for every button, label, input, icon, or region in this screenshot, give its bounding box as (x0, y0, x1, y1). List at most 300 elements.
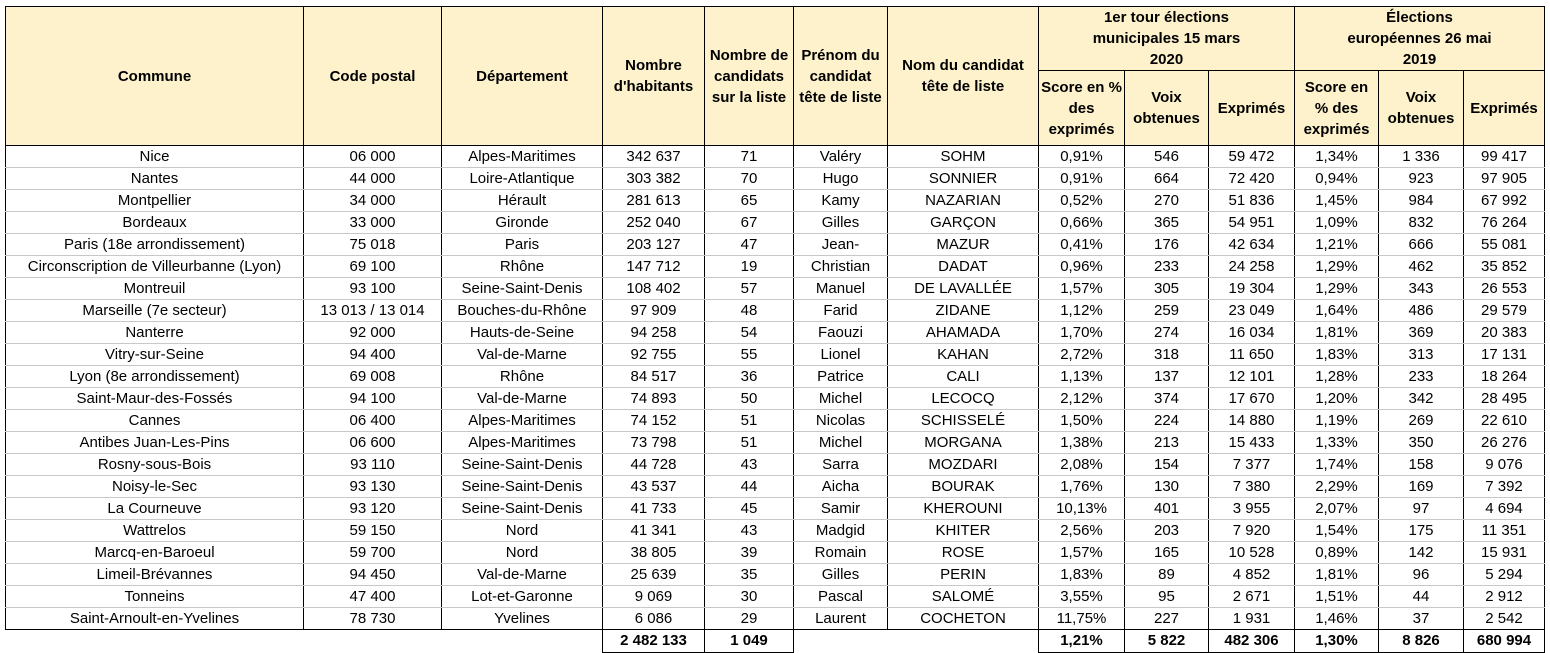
cell-nb-candidats: 30 (705, 586, 794, 608)
election-results-table (5, 6, 1545, 653)
cell-habitants: 342 637 (603, 146, 705, 168)
totals-spacer (442, 630, 603, 653)
cell-commune: Nantes (6, 168, 304, 190)
cell-code-postal: 93 100 (304, 278, 442, 300)
cell-habitants: 281 613 (603, 190, 705, 212)
cell-municipales-exprimes: 19 304 (1209, 278, 1295, 300)
cell-nb-candidats: 48 (705, 300, 794, 322)
cell-nom: SCHISSELÉ (888, 410, 1039, 432)
cell-municipales-voix: 365 (1125, 212, 1209, 234)
cell-nb-candidats: 51 (705, 432, 794, 454)
cell-europeennes-score: 1,64% (1295, 300, 1379, 322)
cell-municipales-score: 1,83% (1039, 564, 1125, 586)
table-row (6, 520, 1545, 542)
cell-europeennes-voix: 486 (1379, 300, 1464, 322)
cell-habitants: 6 086 (603, 608, 705, 630)
cell-municipales-exprimes: 59 472 (1209, 146, 1295, 168)
cell-nom: ROSE (888, 542, 1039, 564)
cell-departement: Loire-Atlantique (442, 168, 603, 190)
cell-europeennes-exprimes: 5 294 (1464, 564, 1545, 586)
cell-departement: Alpes-Maritimes (442, 410, 603, 432)
cell-municipales-exprimes: 72 420 (1209, 168, 1295, 190)
cell-prenom: Michel (794, 388, 888, 410)
cell-code-postal: 33 000 (304, 212, 442, 234)
cell-municipales-exprimes: 23 049 (1209, 300, 1295, 322)
cell-code-postal: 78 730 (304, 608, 442, 630)
cell-code-postal: 59 700 (304, 542, 442, 564)
cell-municipales-voix: 95 (1125, 586, 1209, 608)
cell-nb-candidats: 55 (705, 344, 794, 366)
cell-municipales-score: 0,91% (1039, 168, 1125, 190)
cell-commune: Montreuil (6, 278, 304, 300)
cell-municipales-voix: 137 (1125, 366, 1209, 388)
cell-commune: Vitry-sur-Seine (6, 344, 304, 366)
cell-municipales-voix: 270 (1125, 190, 1209, 212)
cell-departement: Seine-Saint-Denis (442, 476, 603, 498)
cell-nom: MAZUR (888, 234, 1039, 256)
cell-europeennes-score: 2,29% (1295, 476, 1379, 498)
cell-municipales-score: 1,57% (1039, 542, 1125, 564)
cell-municipales-voix: 401 (1125, 498, 1209, 520)
cell-prenom: Faouzi (794, 322, 888, 344)
cell-departement: Seine-Saint-Denis (442, 454, 603, 476)
cell-nb-candidats: 47 (705, 234, 794, 256)
table-row (6, 256, 1545, 278)
cell-europeennes-voix: 832 (1379, 212, 1464, 234)
total-europeennes-voix: 8 826 (1379, 630, 1464, 653)
cell-code-postal: 47 400 (304, 586, 442, 608)
cell-municipales-voix: 130 (1125, 476, 1209, 498)
cell-code-postal: 94 100 (304, 388, 442, 410)
table-row (6, 234, 1545, 256)
cell-commune: Antibes Juan-Les-Pins (6, 432, 304, 454)
table-row (6, 190, 1545, 212)
cell-commune: La Courneuve (6, 498, 304, 520)
cell-nom: BOURAK (888, 476, 1039, 498)
cell-code-postal: 06 400 (304, 410, 442, 432)
cell-municipales-score: 11,75% (1039, 608, 1125, 630)
table-row (6, 432, 1545, 454)
cell-europeennes-score: 1,81% (1295, 564, 1379, 586)
cell-europeennes-voix: 1 336 (1379, 146, 1464, 168)
total-candidats: 1 049 (705, 630, 794, 653)
table-row (6, 564, 1545, 586)
cell-prenom: Gilles (794, 564, 888, 586)
cell-code-postal: 93 110 (304, 454, 442, 476)
cell-nom: COCHETON (888, 608, 1039, 630)
cell-nom: SOHM (888, 146, 1039, 168)
cell-code-postal: 44 000 (304, 168, 442, 190)
cell-europeennes-voix: 923 (1379, 168, 1464, 190)
cell-nom: KAHAN (888, 344, 1039, 366)
cell-departement: Gironde (442, 212, 603, 234)
table-row (6, 322, 1545, 344)
cell-commune: Saint-Arnoult-en-Yvelines (6, 608, 304, 630)
table-header (6, 7, 1545, 146)
cell-europeennes-exprimes: 2 542 (1464, 608, 1545, 630)
cell-europeennes-exprimes: 97 905 (1464, 168, 1545, 190)
cell-prenom: Laurent (794, 608, 888, 630)
header-municipales-score: Score en % des exprimés (1039, 71, 1125, 146)
cell-prenom: Patrice (794, 366, 888, 388)
header-europeennes-score: Score en % des exprimés (1295, 71, 1379, 146)
cell-europeennes-exprimes: 29 579 (1464, 300, 1545, 322)
cell-municipales-score: 1,76% (1039, 476, 1125, 498)
cell-europeennes-score: 1,21% (1295, 234, 1379, 256)
header-departement: Département (442, 7, 603, 146)
header-prenom: Prénom du candidat tête de liste (794, 7, 888, 146)
cell-nom: KHITER (888, 520, 1039, 542)
cell-municipales-score: 0,96% (1039, 256, 1125, 278)
cell-europeennes-score: 1,33% (1295, 432, 1379, 454)
cell-commune: Nice (6, 146, 304, 168)
cell-europeennes-voix: 96 (1379, 564, 1464, 586)
cell-code-postal: 69 100 (304, 256, 442, 278)
cell-departement: Bouches-du-Rhône (442, 300, 603, 322)
cell-habitants: 252 040 (603, 212, 705, 234)
cell-prenom: Madgid (794, 520, 888, 542)
cell-municipales-exprimes: 4 852 (1209, 564, 1295, 586)
cell-commune: Lyon (8e arrondissement) (6, 366, 304, 388)
table-row (6, 278, 1545, 300)
cell-europeennes-voix: 343 (1379, 278, 1464, 300)
cell-municipales-voix: 89 (1125, 564, 1209, 586)
total-habitants: 2 482 133 (603, 630, 705, 653)
table-row (6, 366, 1545, 388)
cell-nb-candidats: 35 (705, 564, 794, 586)
cell-europeennes-voix: 142 (1379, 542, 1464, 564)
cell-nb-candidats: 51 (705, 410, 794, 432)
cell-municipales-score: 0,91% (1039, 146, 1125, 168)
cell-commune: Bordeaux (6, 212, 304, 234)
table-row (6, 498, 1545, 520)
cell-prenom: Aicha (794, 476, 888, 498)
table-row (6, 388, 1545, 410)
cell-municipales-score: 0,41% (1039, 234, 1125, 256)
cell-prenom: Valéry (794, 146, 888, 168)
cell-municipales-voix: 165 (1125, 542, 1209, 564)
cell-nb-candidats: 39 (705, 542, 794, 564)
cell-europeennes-exprimes: 28 495 (1464, 388, 1545, 410)
table-row (6, 410, 1545, 432)
cell-departement: Seine-Saint-Denis (442, 498, 603, 520)
cell-europeennes-exprimes: 35 852 (1464, 256, 1545, 278)
cell-habitants: 94 258 (603, 322, 705, 344)
cell-municipales-voix: 305 (1125, 278, 1209, 300)
cell-municipales-exprimes: 14 880 (1209, 410, 1295, 432)
cell-habitants: 303 382 (603, 168, 705, 190)
header-municipales-exprimes: Exprimés (1209, 71, 1295, 146)
cell-prenom: Sarra (794, 454, 888, 476)
cell-habitants: 84 517 (603, 366, 705, 388)
cell-municipales-voix: 176 (1125, 234, 1209, 256)
cell-prenom: Michel (794, 432, 888, 454)
cell-europeennes-voix: 984 (1379, 190, 1464, 212)
cell-nb-candidats: 57 (705, 278, 794, 300)
cell-europeennes-exprimes: 9 076 (1464, 454, 1545, 476)
cell-nom: MOZDARI (888, 454, 1039, 476)
cell-habitants: 41 733 (603, 498, 705, 520)
cell-habitants: 9 069 (603, 586, 705, 608)
cell-europeennes-exprimes: 22 610 (1464, 410, 1545, 432)
header-code-postal: Code postal (304, 7, 442, 146)
cell-code-postal: 06 000 (304, 146, 442, 168)
totals-spacer (888, 630, 1039, 653)
cell-europeennes-exprimes: 26 553 (1464, 278, 1545, 300)
cell-prenom: Hugo (794, 168, 888, 190)
header-municipales-voix: Voix obtenues (1125, 71, 1209, 146)
header-commune: Commune (6, 7, 304, 146)
cell-departement: Val-de-Marne (442, 388, 603, 410)
table-row (6, 586, 1545, 608)
header-municipales-group: 1er tour élections municipales 15 mars 2020 (1039, 7, 1295, 71)
cell-municipales-voix: 233 (1125, 256, 1209, 278)
header-nom: Nom du candidat tête de liste (888, 7, 1039, 146)
table-row (6, 168, 1545, 190)
cell-habitants: 203 127 (603, 234, 705, 256)
cell-europeennes-voix: 269 (1379, 410, 1464, 432)
header-habitants: Nombre d'habitants (603, 7, 705, 146)
total-municipales-exprimes: 482 306 (1209, 630, 1295, 653)
cell-municipales-score: 1,38% (1039, 432, 1125, 454)
cell-nom: NAZARIAN (888, 190, 1039, 212)
cell-nom: AHAMADA (888, 322, 1039, 344)
cell-municipales-voix: 224 (1125, 410, 1209, 432)
cell-departement: Nord (442, 542, 603, 564)
cell-europeennes-score: 1,28% (1295, 366, 1379, 388)
cell-nb-candidats: 50 (705, 388, 794, 410)
cell-code-postal: 34 000 (304, 190, 442, 212)
cell-europeennes-voix: 37 (1379, 608, 1464, 630)
cell-commune: Marcq-en-Baroeul (6, 542, 304, 564)
cell-municipales-exprimes: 12 101 (1209, 366, 1295, 388)
cell-departement: Hauts-de-Seine (442, 322, 603, 344)
cell-europeennes-exprimes: 2 912 (1464, 586, 1545, 608)
cell-europeennes-score: 1,34% (1295, 146, 1379, 168)
cell-nom: DE LAVALLÉE (888, 278, 1039, 300)
cell-commune: Marseille (7e secteur) (6, 300, 304, 322)
cell-municipales-exprimes: 7 377 (1209, 454, 1295, 476)
header-europeennes-voix: Voix obtenues (1379, 71, 1464, 146)
cell-europeennes-voix: 158 (1379, 454, 1464, 476)
cell-prenom: Gilles (794, 212, 888, 234)
cell-nb-candidats: 44 (705, 476, 794, 498)
cell-commune: Paris (18e arrondissement) (6, 234, 304, 256)
cell-europeennes-score: 1,09% (1295, 212, 1379, 234)
cell-prenom: Samir (794, 498, 888, 520)
cell-municipales-exprimes: 10 528 (1209, 542, 1295, 564)
cell-municipales-voix: 664 (1125, 168, 1209, 190)
cell-nb-candidats: 36 (705, 366, 794, 388)
cell-europeennes-exprimes: 20 383 (1464, 322, 1545, 344)
cell-prenom: Nicolas (794, 410, 888, 432)
cell-nb-candidats: 29 (705, 608, 794, 630)
cell-commune: Circonscription de Villeurbanne (Lyon) (6, 256, 304, 278)
cell-europeennes-score: 1,54% (1295, 520, 1379, 542)
cell-municipales-score: 1,50% (1039, 410, 1125, 432)
cell-habitants: 44 728 (603, 454, 705, 476)
cell-municipales-voix: 318 (1125, 344, 1209, 366)
cell-nom: LECOCQ (888, 388, 1039, 410)
cell-europeennes-exprimes: 76 264 (1464, 212, 1545, 234)
cell-commune: Cannes (6, 410, 304, 432)
cell-habitants: 108 402 (603, 278, 705, 300)
cell-municipales-score: 1,57% (1039, 278, 1125, 300)
cell-europeennes-voix: 44 (1379, 586, 1464, 608)
cell-municipales-exprimes: 16 034 (1209, 322, 1295, 344)
cell-europeennes-voix: 350 (1379, 432, 1464, 454)
cell-nom: ZIDANE (888, 300, 1039, 322)
cell-municipales-exprimes: 15 433 (1209, 432, 1295, 454)
cell-habitants: 43 537 (603, 476, 705, 498)
cell-code-postal: 13 013 / 13 014 (304, 300, 442, 322)
cell-municipales-exprimes: 2 671 (1209, 586, 1295, 608)
cell-europeennes-voix: 342 (1379, 388, 1464, 410)
cell-nb-candidats: 71 (705, 146, 794, 168)
cell-prenom: Pascal (794, 586, 888, 608)
cell-habitants: 41 341 (603, 520, 705, 542)
cell-municipales-exprimes: 7 380 (1209, 476, 1295, 498)
cell-code-postal: 06 600 (304, 432, 442, 454)
cell-departement: Alpes-Maritimes (442, 146, 603, 168)
cell-europeennes-voix: 169 (1379, 476, 1464, 498)
cell-departement: Yvelines (442, 608, 603, 630)
cell-municipales-score: 2,12% (1039, 388, 1125, 410)
cell-municipales-score: 1,70% (1039, 322, 1125, 344)
cell-europeennes-exprimes: 7 392 (1464, 476, 1545, 498)
cell-municipales-exprimes: 51 836 (1209, 190, 1295, 212)
cell-europeennes-voix: 233 (1379, 366, 1464, 388)
cell-nb-candidats: 43 (705, 520, 794, 542)
cell-municipales-score: 2,56% (1039, 520, 1125, 542)
table-totals (6, 630, 1545, 653)
cell-municipales-score: 2,08% (1039, 454, 1125, 476)
cell-commune: Montpellier (6, 190, 304, 212)
cell-departement: Seine-Saint-Denis (442, 278, 603, 300)
cell-municipales-voix: 374 (1125, 388, 1209, 410)
cell-europeennes-score: 1,29% (1295, 278, 1379, 300)
cell-europeennes-score: 1,74% (1295, 454, 1379, 476)
total-municipales-voix: 5 822 (1125, 630, 1209, 653)
cell-habitants: 38 805 (603, 542, 705, 564)
cell-commune: Nanterre (6, 322, 304, 344)
cell-prenom: Lionel (794, 344, 888, 366)
total-europeennes-exprimes: 680 994 (1464, 630, 1545, 653)
cell-europeennes-voix: 462 (1379, 256, 1464, 278)
cell-departement: Rhône (442, 256, 603, 278)
cell-code-postal: 59 150 (304, 520, 442, 542)
total-europeennes-score: 1,30% (1295, 630, 1379, 653)
cell-code-postal: 93 130 (304, 476, 442, 498)
cell-europeennes-score: 1,45% (1295, 190, 1379, 212)
cell-europeennes-score: 0,94% (1295, 168, 1379, 190)
cell-europeennes-exprimes: 55 081 (1464, 234, 1545, 256)
cell-commune: Limeil-Brévannes (6, 564, 304, 586)
cell-nb-candidats: 19 (705, 256, 794, 278)
cell-municipales-exprimes: 54 951 (1209, 212, 1295, 234)
cell-europeennes-exprimes: 17 131 (1464, 344, 1545, 366)
cell-europeennes-voix: 666 (1379, 234, 1464, 256)
cell-habitants: 97 909 (603, 300, 705, 322)
cell-municipales-score: 0,66% (1039, 212, 1125, 234)
cell-europeennes-score: 0,89% (1295, 542, 1379, 564)
cell-nb-candidats: 67 (705, 212, 794, 234)
cell-prenom: Romain (794, 542, 888, 564)
cell-commune: Saint-Maur-des-Fossés (6, 388, 304, 410)
cell-nb-candidats: 65 (705, 190, 794, 212)
cell-europeennes-exprimes: 15 931 (1464, 542, 1545, 564)
cell-municipales-voix: 259 (1125, 300, 1209, 322)
cell-departement: Rhône (442, 366, 603, 388)
cell-municipales-exprimes: 1 931 (1209, 608, 1295, 630)
cell-europeennes-voix: 97 (1379, 498, 1464, 520)
cell-municipales-voix: 227 (1125, 608, 1209, 630)
cell-europeennes-score: 1,46% (1295, 608, 1379, 630)
cell-code-postal: 94 400 (304, 344, 442, 366)
cell-municipales-score: 0,52% (1039, 190, 1125, 212)
cell-municipales-voix: 274 (1125, 322, 1209, 344)
cell-municipales-voix: 213 (1125, 432, 1209, 454)
cell-departement: Nord (442, 520, 603, 542)
cell-habitants: 147 712 (603, 256, 705, 278)
table-row (6, 542, 1545, 564)
table-body (6, 146, 1545, 630)
cell-code-postal: 93 120 (304, 498, 442, 520)
cell-municipales-score: 10,13% (1039, 498, 1125, 520)
cell-code-postal: 75 018 (304, 234, 442, 256)
cell-code-postal: 92 000 (304, 322, 442, 344)
cell-departement: Val-de-Marne (442, 564, 603, 586)
header-europeennes-exprimes: Exprimés (1464, 71, 1545, 146)
table-row (6, 476, 1545, 498)
cell-habitants: 73 798 (603, 432, 705, 454)
cell-municipales-exprimes: 11 650 (1209, 344, 1295, 366)
cell-municipales-voix: 203 (1125, 520, 1209, 542)
cell-prenom: Christian (794, 256, 888, 278)
cell-nom: GARÇON (888, 212, 1039, 234)
cell-europeennes-exprimes: 4 694 (1464, 498, 1545, 520)
cell-europeennes-score: 1,83% (1295, 344, 1379, 366)
cell-municipales-voix: 154 (1125, 454, 1209, 476)
cell-habitants: 25 639 (603, 564, 705, 586)
cell-code-postal: 69 008 (304, 366, 442, 388)
cell-nom: DADAT (888, 256, 1039, 278)
cell-municipales-score: 2,72% (1039, 344, 1125, 366)
cell-europeennes-exprimes: 26 276 (1464, 432, 1545, 454)
cell-departement: Alpes-Maritimes (442, 432, 603, 454)
cell-municipales-score: 1,13% (1039, 366, 1125, 388)
cell-nb-candidats: 54 (705, 322, 794, 344)
table-row (6, 300, 1545, 322)
totals-spacer (794, 630, 888, 653)
cell-nb-candidats: 45 (705, 498, 794, 520)
header-europeennes-group: Élections européennes 26 mai 2019 (1295, 7, 1545, 71)
cell-nb-candidats: 43 (705, 454, 794, 476)
cell-habitants: 92 755 (603, 344, 705, 366)
table-row (6, 146, 1545, 168)
totals-spacer (304, 630, 442, 653)
cell-departement: Lot-et-Garonne (442, 586, 603, 608)
cell-prenom: Farid (794, 300, 888, 322)
cell-nom: CALI (888, 366, 1039, 388)
cell-europeennes-score: 1,29% (1295, 256, 1379, 278)
cell-europeennes-score: 1,51% (1295, 586, 1379, 608)
cell-nom: SONNIER (888, 168, 1039, 190)
cell-europeennes-score: 1,20% (1295, 388, 1379, 410)
cell-nom: PERIN (888, 564, 1039, 586)
cell-commune: Wattrelos (6, 520, 304, 542)
table-row (6, 344, 1545, 366)
